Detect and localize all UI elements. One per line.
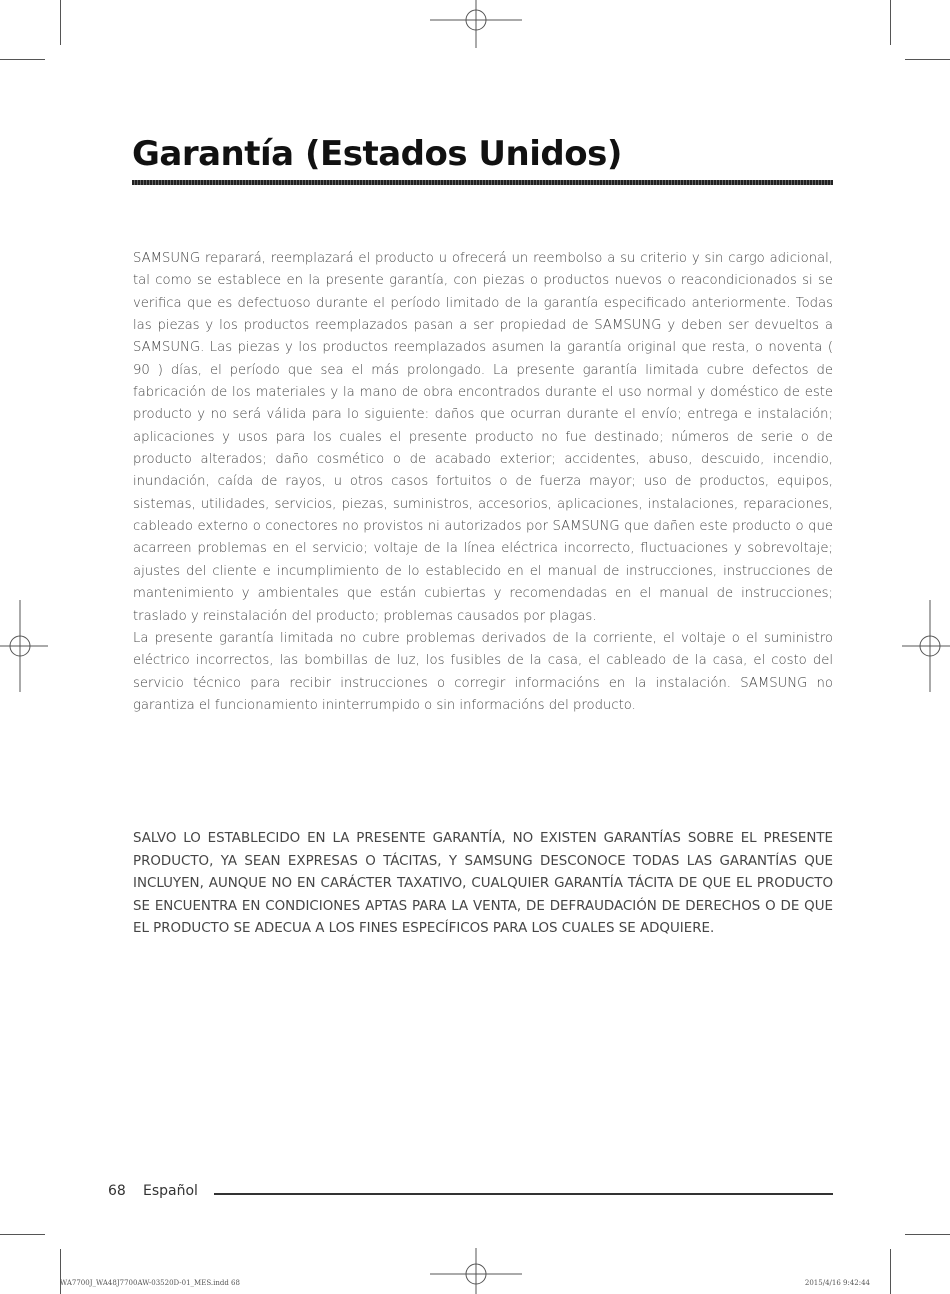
crop-mark-bottom-right-vertical: [890, 1249, 891, 1294]
registration-mark-right: [902, 600, 950, 692]
warranty-disclaimer-paragraph: SALVO LO ESTABLECIDO EN LA PRESENTE GARANTÍA, NO EXISTEN GARANTÍAS SOBRE EL PRESENTE PRODUCTO, YA SEAN EXPRESAS O TÁCITAS, Y SAMSUNG DESCONOCE TODAS LAS GARANTÍAS QUE INCLUYEN, AUNQUE NO EN CARÁCTER TAXATIVO, CUALQUIER GARANTÍA TÁCITA DE QUE EL PRODUCTO SE ENCUENTRA EN CONDICIONES APTAS PARA LA VENTA, DE DEFRAUDACIÓN DE DERECHOS O DE QUE EL PRODUCTO SE ADECUA A LOS FINES ESPECÍFICOS PARA LOS CUALES SE ADQUIERE.: [133, 831, 833, 937]
crop-mark-bottom-left-vertical: [60, 1249, 61, 1294]
page-title: Garantía (Estados Unidos): [132, 134, 622, 174]
crop-mark-bottom-right-horizontal: [905, 1234, 950, 1235]
footer-rule: [214, 1193, 833, 1195]
crop-mark-top-right-vertical: [890, 0, 891, 45]
registration-mark-bottom: [430, 1248, 522, 1294]
title-underline: [132, 180, 833, 185]
crop-mark-top-left-horizontal: [0, 59, 45, 60]
crop-mark-top-right-horizontal: [905, 59, 950, 60]
registration-mark-top: [430, 0, 522, 48]
print-slug-timestamp: 2015/4/16 9:42:44: [804, 1279, 870, 1287]
print-slug-file: WA7700J_WA48J7700AW-03520D-01_MES.indd 68: [60, 1279, 240, 1287]
page-number: 68: [108, 1183, 126, 1199]
registration-mark-left: [0, 600, 48, 692]
footer-language: Español: [143, 1183, 198, 1199]
warranty-paragraph-coverage: SAMSUNG reparará, reemplazará el producto u ofrecerá un reembolso a su criterio y sin cargo adicional, tal como se establece en la presente garantía, con piezas o productos nuevos o reacondicionados si se verifica que es defectuoso durante el período limitado de la garantía especificado anteriormente. Todas las piezas y los productos reemplazados pasan a ser propiedad de SAMSUNG y deben ser devueltos a SAMSUNG. Las piezas y los productos reemplazados asumen la garantía original que resta, o noventa ( 90 ) días, el período que sea el más prolongado. La presente garantía limitada cubre defectos de fabricación de los materiales y la mano de obra encontrados durante el uso normal y doméstico de este producto y no será válida para lo siguiente: daños que ocurran durante el envío; entrega e instalación; aplicaciones y usos para los cuales el presente producto no fue destinado; números de serie o de producto alterados; daño cosmético o de acabado exterior; accidentes, abuso, descuido, incendio, inundación, caída de rayos, u otros casos fortuitos o de fuerza mayor; uso de productos, equipos, sistemas, utilidades, servicios, piezas, suministros, accesorios, aplicaciones, instalaciones, reparaciones, cableado externo o conectores no provistos ni autorizados por SAMSUNG que dañen este producto o que acarreen problemas en el servicio; voltaje de la línea eléctrica incorrecto, fluctuaciones y sobrevoltaje; ajustes del cliente e incumplimiento de lo establecido en el manual de instrucciones, instrucciones de mantenimiento y ambientales que están cubiertas y recomendadas en el manual de instrucciones; traslado y reinstalación del producto; problemas causados por plagas.: [133, 251, 833, 624]
warranty-paragraph-exclusions: La presente garantía limitada no cubre problemas derivados de la corriente, el voltaje o el suministro eléctrico incorrectos, las bombillas de luz, los fusibles de la casa, el cableado de la casa, el costo del servicio técnico para recibir instrucciones o corregir informacións en la instalación. SAMSUNG no garantiza el funcionamiento ininterrumpido o sin informacións del producto.: [133, 630, 833, 713]
warranty-body: [133, 248, 833, 717]
crop-mark-bottom-left-horizontal: [0, 1234, 45, 1235]
crop-mark-top-left-vertical: [60, 0, 61, 45]
